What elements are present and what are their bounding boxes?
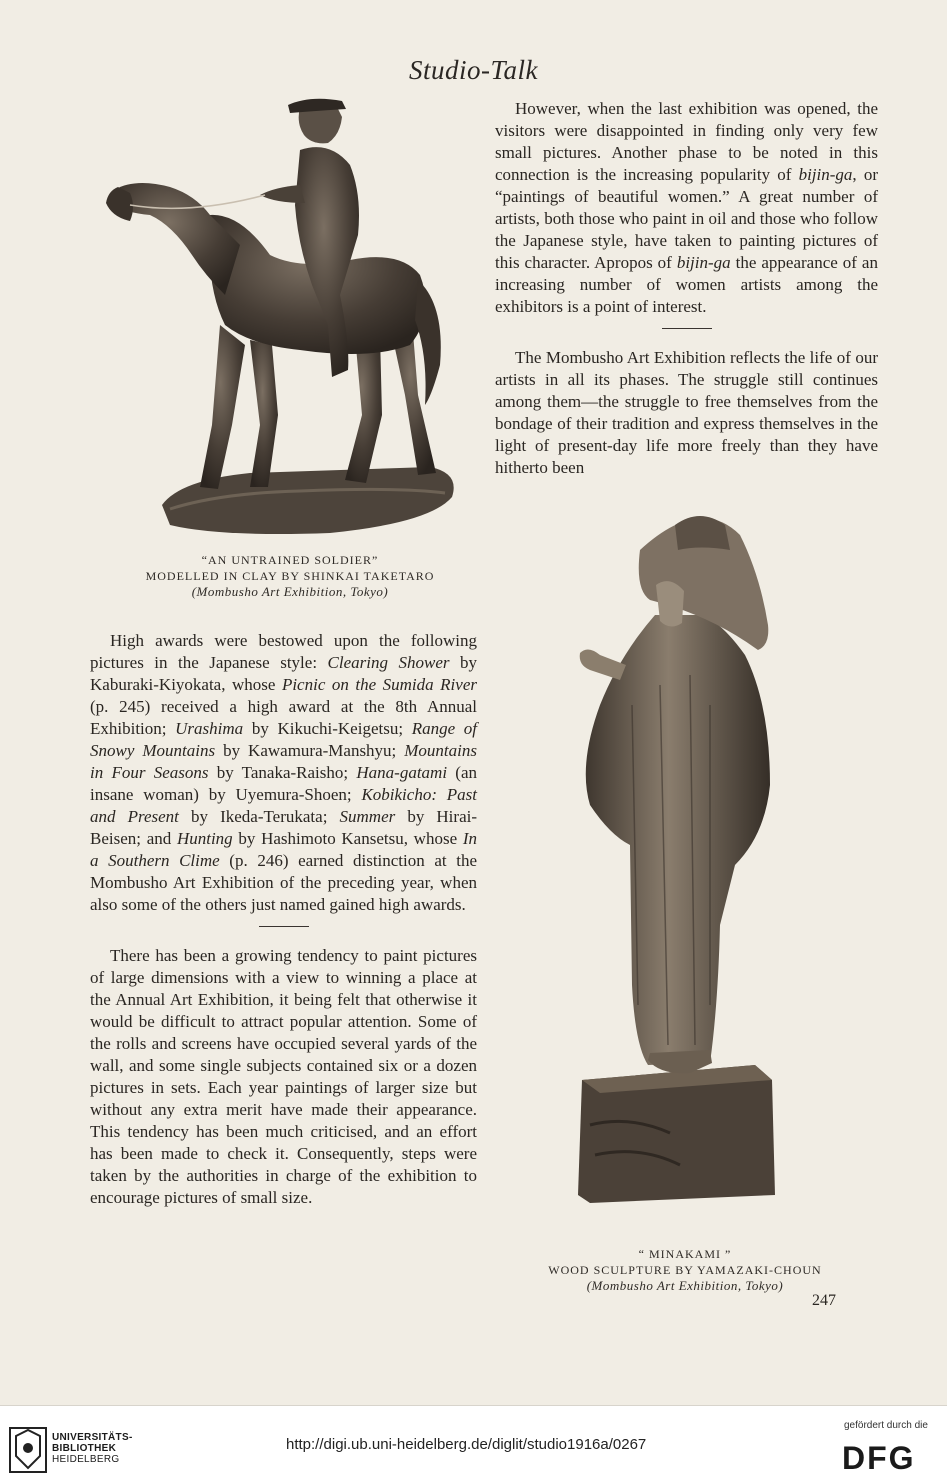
paragraph-high-awards: High awards were bestowed upon the following pictures in the Japanese style: Clearing Shower by Kaburaki-Kiyokata, whose Picnic on the Sumida River (p. 245) received a high award at the 8th Annual Exhibition; Urashima by Kikuchi-Keigetsu; Range of Snowy Mountains by Kawamura-Manshyu; Mountains in Four Seasons by Tanaka-Raisho; Hana-gatami (an insane woman) by Uyemura-Shoen; Kobikicho: Past and Present by Ikeda-Terukata; Summer by Hirai-Beisen; and Hunting by Hashimoto Kansetsu, whose In a Southern Clime (p. 246) earned distinction at the Mombusho Art Exhibition of the preceding year, when also some of the others just named gained high awards. — [90, 631, 478, 914]
italic-title: Summer — [339, 807, 396, 826]
italic-title: Clearing Shower — [327, 653, 450, 672]
italic-title: Hunting — [176, 829, 233, 848]
italic-title: Hana-gatami — [356, 763, 448, 782]
statue-caption-source: (Mombusho Art Exhibition, Tokyo) — [586, 1278, 784, 1293]
institution-line: HEIDELBERG — [52, 1454, 120, 1465]
institution-line: UNIVERSITÄTS- — [52, 1432, 133, 1443]
left-column-text — [90, 630, 477, 1209]
permalink-url[interactable]: http://digi.ub.uni-heidelberg.de/diglit/studio1916a/0267 — [286, 1436, 647, 1453]
page-number: 247 — [812, 1292, 836, 1309]
running-head: Studio-Talk — [408, 55, 539, 85]
horse-caption-source: (Mombusho Art Exhibition, Tokyo) — [191, 584, 389, 599]
italic-title: Mountains in Four Seasons — [90, 741, 477, 782]
horse-caption — [110, 552, 470, 600]
italic-title: bijin-ga — [676, 253, 731, 272]
funding-note: gefördert durch die — [844, 1420, 928, 1431]
section-divider — [259, 926, 309, 927]
paragraph-mombusho-life: The Mombusho Art Exhibition reflects the life of our artists in all its phases. The struggle still continues among them—the struggle to free themselves from the bondage of their tradition and express themselves in the light of present-day life more freely than they have hitherto been — [495, 348, 878, 477]
paragraph-bijin-ga: However, when the last exhibition was opened, the visitors were disappointed in finding only very few small pictures. Another phase to be noted in this connection is the increasing popularity of bijin-ga, or “paintings of beautiful women.” A great number of artists, both those who paint in oil and those who follow the Japanese style, have taken to painting pictures of this character. Apropos of bijin-ga the appearance of an increasing number of women artists among the exhibitors is a point of interest. — [495, 99, 878, 316]
italic-title: Range of Snowy Mountains — [90, 719, 478, 760]
institution-line: BIBLIOTHEK — [52, 1443, 117, 1454]
horse-caption-title: “AN UNTRAINED SOLDIER” — [201, 553, 379, 567]
italic-title: bijin-ga — [798, 165, 853, 184]
section-divider — [662, 328, 712, 329]
italic-title: Picnic on the Sumida River — [281, 675, 477, 694]
minakami-sculpture-image — [560, 505, 800, 1230]
statue-caption — [520, 1246, 850, 1294]
horse-caption-credit: MODELLED IN CLAY BY SHINKAI TAKETARO — [145, 569, 435, 583]
italic-title: In a Southern Clime — [90, 829, 477, 870]
italic-title: Urashima — [175, 719, 244, 738]
paragraph-large-dimensions: There has been a growing tendency to paint pictures of large dimensions with a view to winning a place at the Annual Art Exhibition, it being felt that otherwise it would be difficult to attract popular attention. Some of the rolls and screens have occupied several yards of the wall, and some single subjects contained six or a dozen pictures in sets. Each year paintings of larger size but without any extra merit have made their appearance. This tendency has been much criticised, and an effort has been made to check it. Consequently, steps were taken by the authorities in charge of the exhibition to encourage pictures of small size. — [90, 946, 477, 1207]
untrained-soldier-sculpture-image — [100, 95, 470, 540]
digitization-footer — [0, 1405, 947, 1483]
right-column-text — [495, 98, 878, 479]
italic-title: Kobikicho: Past and Present — [90, 785, 477, 826]
statue-caption-credit: WOOD SCULPTURE BY YAMAZAKI-CHOUN — [548, 1263, 822, 1277]
statue-caption-title: “ MINAKAMI ” — [638, 1247, 732, 1261]
dfg-logo: DFG — [842, 1440, 916, 1476]
university-library-name — [52, 1432, 133, 1465]
university-seal-icon — [8, 1426, 48, 1474]
